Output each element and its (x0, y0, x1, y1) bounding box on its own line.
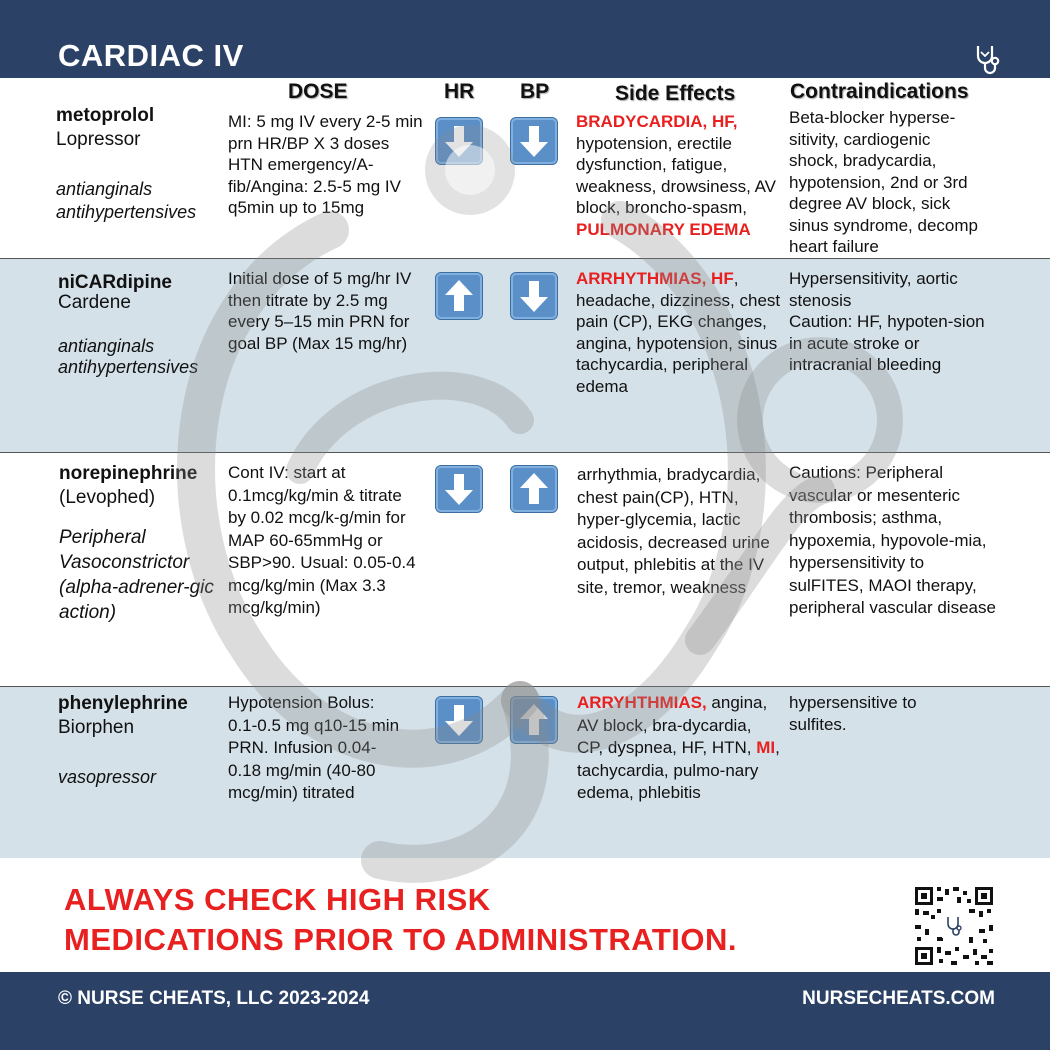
arrow-down-icon (511, 118, 557, 164)
arrow-up-icon (511, 697, 557, 743)
side-effects-text (576, 268, 786, 397)
warning-banner (64, 880, 737, 960)
drug-cell (59, 462, 224, 625)
side-effects-text (577, 692, 782, 805)
bp-arrow (511, 118, 557, 164)
side-effect-list: , tachycardia, pulmo-nary edema, phlebitis (577, 738, 780, 802)
drug-brand: (Levophed) (59, 487, 156, 508)
drug-brand: Lopressor (56, 129, 141, 150)
drug-class: vasopressor (58, 767, 157, 787)
contraindications-text: Hypersensitivity, aortic stenosis Caution: HF, hypoten-sion in acute stroke or intracranial bleeding (789, 269, 985, 374)
side-effect-list: angina, AV block, bra-dycardia, CP, dyspnea, HF, HTN, (577, 693, 768, 757)
drug-class: antianginals (58, 336, 155, 356)
drug-class: antihypertensives (56, 202, 197, 222)
website-link[interactable]: NURSECHEATS.COM (802, 988, 995, 1009)
qr-code-icon[interactable] (913, 885, 995, 967)
side-effect-highlight: BRADYCARDIA, HF, (576, 112, 738, 131)
arrow-down-icon (511, 273, 557, 319)
side-effects-text: arrhythmia, bradycardia, chest pain(CP), HTN, hyper-glycemia, lactic acidosis, decreased urine output, phlebitis at the IV site, tremor, weakness (577, 465, 770, 597)
arrow-down-icon (436, 118, 482, 164)
drug-class: antianginals (56, 179, 153, 199)
side-effect-list: , headache, dizziness, chest pain (CP), EKG changes, angina, hypotension, sinus tachycardia, peripheral edema (576, 269, 781, 396)
warning-line: ALWAYS CHECK HIGH RISK (64, 882, 491, 917)
contraindications-text: Cautions: Peripheral vascular or mesenteric thrombosis; asthma, hypoxemia, hypovole-mia, hypersensitivity to sulFITES, MAOI therapy, peripheral vascular disease (789, 463, 996, 617)
arrow-up-icon (511, 466, 557, 512)
dose-text: Hypotension Bolus: 0.1-0.5 mg q10-15 min PRN. Infusion 0.04-0.18 mg/min (40-80 mcg/min) titrated (228, 693, 400, 802)
warning-line: MEDICATIONS PRIOR TO ADMINISTRATION. (64, 922, 738, 957)
contraindications-text: hypersensitive to sulfites. (789, 693, 917, 734)
drug-name: niCARdipine (58, 272, 172, 293)
drug-cell (58, 692, 223, 789)
arrow-down-icon (436, 697, 482, 743)
dose-text: Initial dose of 5 mg/hr IV then titrate by 2.5 mg every 5–15 min PRN for goal BP (Max 15 mg/hr) (228, 269, 412, 353)
stethoscope-icon (972, 44, 1002, 76)
drug-brand: Biorphen (58, 717, 135, 738)
side-effect-highlight: PULMONARY EDEMA (576, 219, 751, 239)
side-effects-text (576, 111, 786, 240)
hr-arrow (436, 466, 482, 512)
drug-class: antihypertensives (58, 357, 199, 377)
hr-arrow (436, 697, 482, 743)
column-header-contraindications: Contraindications (790, 80, 969, 103)
arrow-down-icon (436, 466, 482, 512)
bp-arrow (511, 273, 557, 319)
arrow-up-icon (436, 273, 482, 319)
column-header-hr: HR (444, 80, 475, 103)
footer-bar (0, 972, 1050, 1050)
side-effect-highlight: ARRYHTHMIAS, (577, 693, 707, 712)
dose-text: MI: 5 mg IV every 2-5 min prn HR/BP X 3 doses HTN emergency/A-fib/Angina: 2.5-5 mg IV q5min up to 15mg (228, 112, 423, 217)
row-divider (0, 686, 1050, 687)
column-header-bp: BP (520, 80, 550, 103)
drug-cell (56, 104, 221, 224)
drug-cell (58, 271, 223, 379)
side-effect-highlight: MI (756, 738, 776, 757)
contraindications-text: Beta-blocker hyperse-sitivity, cardiogenic shock, bradycardia, hypotension, 2nd or 3rd degree AV block, sick sinus syndrome, decomp heart failure (789, 108, 978, 256)
bp-arrow (511, 466, 557, 512)
bp-arrow (511, 697, 557, 743)
column-header-dose: DOSE (288, 80, 348, 103)
hr-arrow (436, 273, 482, 319)
hr-arrow (436, 118, 482, 164)
drug-name: phenylephrine (58, 693, 188, 714)
side-effect-highlight: ARRHYTHMIAS, HF (576, 269, 734, 288)
drug-name: norepinephrine (59, 463, 198, 484)
drug-brand: Cardene (58, 292, 131, 313)
page-title: CARDIAC IV (58, 38, 244, 73)
dose-text: Cont IV: start at 0.1mcg/kg/min & titrate by 0.02 mcg/k-g/min for MAP 60-65mmHg or SBP>90. Usual: 0.05-0.4 mcg/kg/min (Max 3.3 mcg/kg/min) (228, 463, 416, 617)
row-divider (0, 258, 1050, 259)
drug-name: metoprolol (56, 105, 155, 126)
header-bar (0, 0, 1050, 78)
drug-class: Peripheral Vasoconstrictor (alpha-adrener-gic action) (59, 527, 214, 623)
column-header-side-effects: Side Effects (615, 82, 736, 105)
side-effect-list: hypotension, erectile dysfunction, fatigue, weakness, drowsiness, AV block, broncho-spasm, (576, 133, 776, 217)
row-divider (0, 452, 1050, 453)
copyright-text: © NURSE CHEATS, LLC 2023-2024 (58, 988, 370, 1009)
